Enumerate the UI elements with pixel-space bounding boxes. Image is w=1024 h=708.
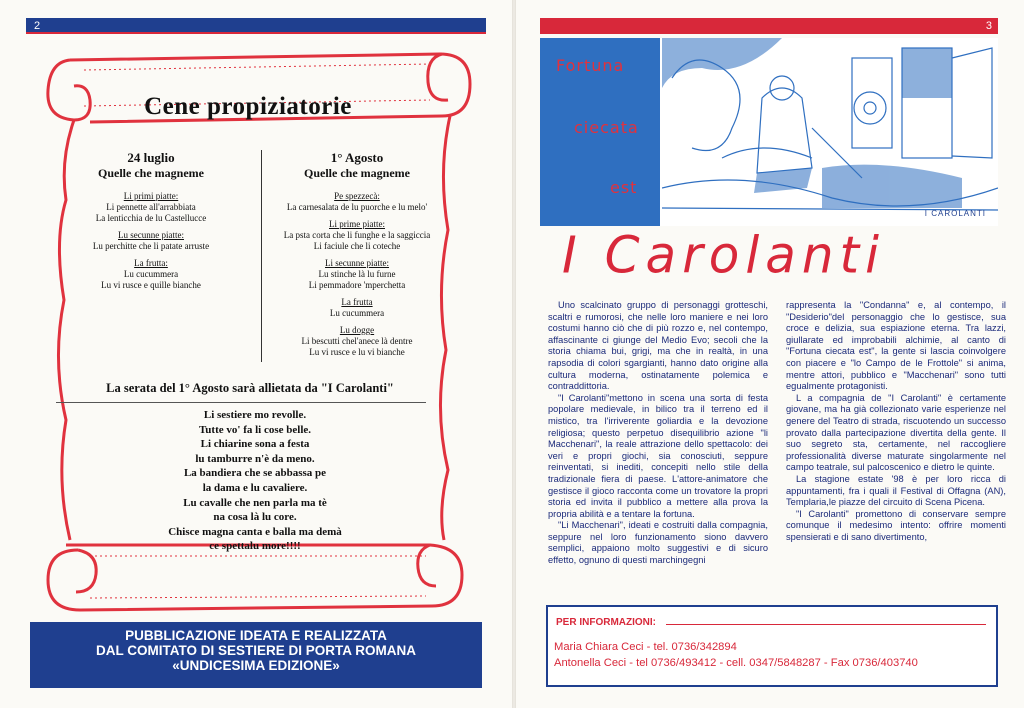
article-paragraph: La stagione estate '98 è per loro ricca di appuntamenti, fra i quali il Festival di Offagna (AN), Templaria,le piazze del circuito di Scena Picena. <box>786 473 1006 508</box>
course-item: Lu vi rusce e quille bianche <box>101 280 201 290</box>
hero-banner <box>540 38 998 226</box>
announcement-rule <box>56 402 426 403</box>
course <box>58 230 244 252</box>
street-performer-illustration <box>662 38 998 226</box>
course-heading: Li primi piatte: <box>123 191 179 201</box>
course <box>58 258 244 291</box>
menu-date: 24 luglio <box>127 150 175 165</box>
artist-signature: I CAROLANTI <box>924 209 986 218</box>
page-number: 2 <box>34 20 41 32</box>
hero-word: est <box>610 178 638 197</box>
page-number-bar <box>26 18 486 34</box>
course-heading: Li secunne piatte: <box>325 258 389 268</box>
course-item: La carnesalata de lu puorche e lu melo' <box>286 202 428 212</box>
course-item: Li bescutti chel'anece là dentre <box>301 336 413 346</box>
contact-line: Maria Chiara Ceci - tel. 0736/342894 <box>554 641 737 653</box>
poem-line: Li chiarine sona a festa <box>200 438 310 451</box>
course <box>264 325 450 358</box>
course <box>264 258 450 291</box>
hero-word: ciecata <box>574 118 639 137</box>
poem-line: ce spettalu more!!!! <box>209 540 301 553</box>
article-paragraph: Uno scalcinato gruppo di personaggi grotteschi, scaltri e rumorosi, che nelle loro maniere e nei loro costumi hanno ciò che di più rozzo e, nel contempo, affascinante ci giunge del Medio Evo; secoli che la storia chiama bui, grigi, ma che in realtà, in una rapsodia di colori sgargianti, hanno dato origine alla cultura moderna, ostinatamente polemica e contraddittoria. <box>548 300 768 392</box>
publication-line: PUBBLICAZIONE IDEATA E REALIZZATA <box>125 628 387 643</box>
article-paragraph: "I Carolanti"mettono in scena una sorta di festa popolare medievale, in bilico tra il terreno ed il mistico, tra l'irriverente goliardia e la devozione religiosa; questo perpetuo disequilibrio azione "li Macchenari", la reale attrazione dello spettacolo: dei veri e propri giochi, sia conosciuti, seppure reinventati, si inediti, concepiti nello stile della tradizionale fiera di paese. L'attore-animatore che gestisce il gioco racconta come un trovatore la propri storia ed invita il pubblico a mettere alla prova la propria abilità e a tentare la fortuna. <box>548 392 768 519</box>
hero-word: Fortuna <box>556 56 625 75</box>
hero-color-panel <box>540 38 660 226</box>
article-column-1 <box>548 300 768 567</box>
poem <box>120 408 390 554</box>
course-heading: Lu dogge <box>339 325 375 335</box>
menu-subtitle: Quelle che magneme <box>98 166 204 180</box>
article-paragraph: "I Carolanti" promettono di conservare sempre comunque il medesimo intento: offrire momenti spensierati e di sano divertimento, <box>786 508 1006 542</box>
menu-column-24-july <box>58 150 244 297</box>
menu-column-1-august <box>264 150 450 364</box>
contact-heading-rule <box>666 624 986 625</box>
contact-heading: PER INFORMAZIONI: <box>556 617 656 628</box>
course-heading: Lu secunne piatte: <box>118 230 184 240</box>
menu-subtitle: Quelle che magneme <box>304 166 410 180</box>
course-heading: La frutta <box>341 297 373 307</box>
menu-title: Cene propiziatorie <box>144 93 352 120</box>
course-heading: La frutta: <box>134 258 168 268</box>
course-item: Lu cucummera <box>329 308 385 318</box>
course <box>264 219 450 252</box>
article-paragraph: rappresenta la "Condanna" e, al contempo, il "Desiderio"del personaggio che lo gestisce, sua croce e delizia, sua espiazione eterna. Tra lazzi, giullarate ed improbabili alchimie, al canto di "Fortuna ciecata est", la gente si lascia coinvolgere con piacere e "lo Campo de le Frottole" si anima, mentre attori, pubblico e "Macchenari" sono tutti egualmente protagonisti. <box>786 300 1006 392</box>
contact-line: Antonella Ceci - tel 0736/493412 - cell. 0347/5848287 - Fax 0736/403740 <box>554 657 918 669</box>
right-page <box>516 0 1024 708</box>
publication-line: DAL COMITATO DI SESTIERE DI PORTA ROMANA <box>95 643 416 658</box>
poem-line: la dama e lu cavaliere. <box>202 481 308 494</box>
course <box>58 191 244 224</box>
course-heading: Pe spezzecà: <box>334 191 380 201</box>
course-item: Lu cucummera <box>123 269 179 279</box>
poem-line: na cosa là lu core. <box>213 511 297 524</box>
evening-announcement: La serata del 1° Agosto sarà allietata da "I Carolanti" <box>106 381 394 395</box>
course-item: Lu vi rusce e lu vi bianche <box>309 347 405 357</box>
course-item: Li faciule che li coteche <box>313 241 401 251</box>
page-number: 3 <box>985 20 992 32</box>
publication-line: «UNDICESIMA EDIZIONE» <box>172 658 340 673</box>
article-paragraph: "Li Macchenari", ideati e costruiti dalla compagnia, seppure nel loro funzionamento siono davvero semplici, appaiono molto suggestivi e di sicuro effetto, ognuno di questi marchingegni <box>548 520 768 566</box>
menu-date: 1° Agosto <box>330 150 384 165</box>
course-item: Li pemmadore 'mperchetta <box>308 280 406 290</box>
course-item: La lenticchia de lu Castellucce <box>95 213 207 223</box>
contact-info-box <box>546 605 998 687</box>
publication-credit-box <box>30 622 482 688</box>
poem-line: Li sestiere mo revolle. <box>203 409 307 421</box>
poem-line: Tutte vo' fa li cose belle. <box>198 423 312 436</box>
course <box>264 191 450 213</box>
page-number-bar <box>540 18 998 34</box>
course-heading: Li prime piatte: <box>329 219 385 229</box>
article-title: I Carolanti <box>562 225 886 285</box>
poem-line: lu tamburre n'è da meno. <box>195 452 315 465</box>
course-item: La psta corta che li funghe e la saggiccia <box>283 230 431 240</box>
article-column-2 <box>786 300 1006 543</box>
poem-line: Chisce magna canta e balla ma demà <box>168 525 342 538</box>
article-paragraph: L a compagnia de "I Carolanti" è certamente giovane, ma ha già collezionato varie esperienze nel genere del Teatro di strada, riscuotendo un successo provato dalla partecipazione divertita della gente. Il suo segreto sta, certamente, nel raccogliere professionalità diverse maturate singolarmente nel campo teatrale, sul palcoscenico e dietro le quinte. <box>786 392 1006 473</box>
course-item: Li pennette all'arrabbiata <box>106 202 196 212</box>
poem-line: La bandiera che se abbassa pe <box>183 467 327 480</box>
course <box>264 297 450 319</box>
course-item: Lu stinche là lu furne <box>318 269 396 279</box>
course-item: Lu perchitte che li patate arruste <box>92 241 210 251</box>
column-divider <box>261 150 262 362</box>
poem-line: Lu cavalle che nen parla ma tè <box>183 496 327 509</box>
